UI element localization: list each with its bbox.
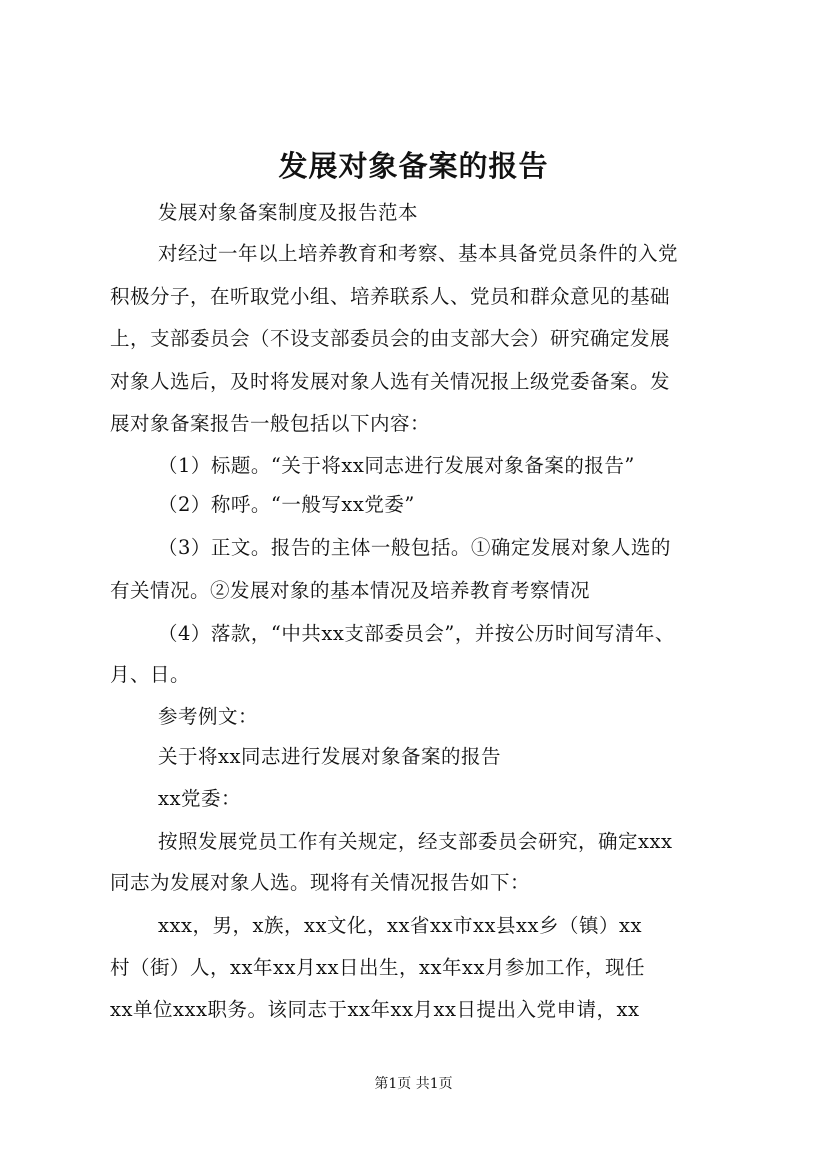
list-item-signature: （4）落款，“中共xx支部委员会”，并按公历时间写清年、	[158, 622, 675, 645]
list-item-title: （1）标题。“关于将xx同志进行发展对象备案的报告”	[158, 454, 635, 477]
paragraph-line: xxx，男，x族，xx文化，xx省xx市xx县xx乡（镇）xx	[158, 914, 642, 937]
paragraph-line: 展对象备案报告一般包括以下内容：	[110, 412, 431, 435]
paragraph-line: 对经过一年以上培养教育和考察、基本具备党员条件的入党	[158, 242, 679, 265]
paragraph-line: 对象人选后，及时将发展对象人选有关情况报上级党委备案。发	[110, 370, 671, 393]
list-item-salutation: （2）称呼。“一般写xx党委”	[158, 493, 415, 516]
paragraph-line: 积极分子，在听取党小组、培养联系人、党员和群众意见的基础	[110, 285, 671, 308]
paragraph-line: 按照发展党员工作有关规定，经支部委员会研究，确定xxx	[158, 830, 673, 853]
list-item-body: （3）正文。报告的主体一般包括。①确定发展对象人选的	[158, 536, 671, 559]
example-salutation: xx党委：	[158, 787, 241, 810]
document-title: 发展对象备案的报告	[278, 149, 549, 183]
paragraph-line: 有关情况。②发展对象的基本情况及培养教育考察情况	[110, 579, 591, 602]
paragraph-line: 月、日。	[110, 663, 191, 686]
paragraph-line: 上，支部委员会（不设支部委员会的由支部大会）研究确定发展	[110, 327, 671, 350]
paragraph-line: 同志为发展对象人选。现将有关情况报告如下：	[110, 871, 531, 894]
paragraph-line: 村（街）人，xx年xx月xx日出生，xx年xx月参加工作，现任	[110, 956, 645, 979]
paragraph-line: xx单位xxx职务。该同志于xx年xx月xx日提出入党申请，xx	[110, 998, 640, 1021]
example-title: 关于将xx同志进行发展对象备案的报告	[158, 745, 501, 768]
subtitle-line: 发展对象备案制度及报告范本	[158, 201, 419, 224]
example-heading: 参考例文：	[158, 705, 259, 728]
page-number-footer: 第1页 共1页	[374, 1076, 453, 1092]
